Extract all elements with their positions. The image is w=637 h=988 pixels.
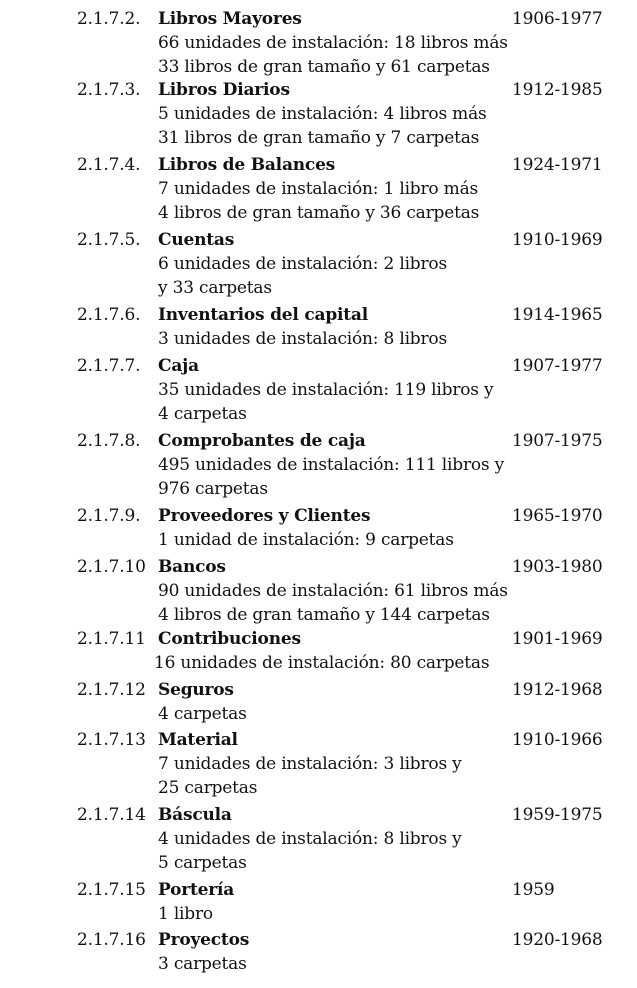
entry-number: 2.1.7.11: [77, 629, 146, 649]
entry-number: 2.1.7.12: [77, 680, 146, 700]
description-line: 976 carpetas: [158, 478, 268, 499]
entry-dates: 1906-1977: [512, 9, 603, 29]
entry-description: [158, 454, 504, 501]
entry-title: Inventarios del capital: [158, 305, 368, 325]
description-line: 3 carpetas: [158, 954, 247, 974]
description-line: y 33 carpetas: [158, 277, 272, 298]
entry-number: 2.1.7.16: [77, 930, 146, 950]
entry-dates: 1959: [512, 880, 555, 900]
entry-number: 2.1.7.7.: [77, 356, 141, 376]
description-line: 33 libros de gran tamaño y 61 carpetas: [158, 56, 490, 77]
entry-title: Comprobantes de caja: [158, 431, 366, 451]
description-line: 4 carpetas: [158, 403, 247, 424]
description-line: 4 unidades de instalación: 8 libros y: [158, 829, 462, 849]
entry-title: Cuentas: [158, 230, 235, 250]
description-line: 25 carpetas: [158, 777, 258, 798]
entry-number: 2.1.7.6.: [77, 305, 141, 325]
description-line: 5 unidades de instalación: 4 libros más: [158, 104, 487, 124]
entry-title: Libros Diarios: [158, 80, 290, 100]
description-line: 4 libros de gran tamaño y 36 carpetas: [158, 202, 480, 223]
entry-description: [158, 753, 462, 800]
entry-number: 2.1.7.9.: [77, 506, 141, 526]
description-line: 5 carpetas: [158, 852, 247, 873]
entry-dates: 1907-1975: [512, 431, 603, 451]
description-line: 90 unidades de instalación: 61 libros más: [158, 581, 508, 601]
entry-dates: 1959-1975: [512, 805, 603, 825]
entry-dates: 1907-1977: [512, 356, 603, 376]
entry-title: Proveedores y Clientes: [158, 506, 371, 526]
entry-title: Material: [158, 730, 238, 750]
entry-title: Proyectos: [158, 930, 250, 950]
description-line: 7 unidades de instalación: 3 libros y: [158, 754, 462, 774]
description-line: 7 unidades de instalación: 1 libro más: [158, 179, 479, 199]
entry-title: Caja: [158, 356, 199, 376]
entry-description: [158, 379, 493, 426]
entry-number: 2.1.7.13: [77, 730, 146, 750]
entry-description: [158, 32, 508, 79]
entry-description: [158, 703, 247, 727]
description-line: 1 unidad de instalación: 9 carpetas: [158, 530, 454, 550]
description-line: 16 unidades de instalación: 80 carpetas: [154, 653, 490, 673]
entry-title: Contribuciones: [158, 629, 301, 649]
entry-title: Seguros: [158, 680, 234, 700]
description-line: 6 unidades de instalación: 2 libros: [158, 254, 447, 274]
entry-dates: 1901-1969: [512, 629, 603, 649]
entry-description: [158, 529, 454, 553]
entry-number: 2.1.7.10: [77, 557, 146, 577]
entry-number: 2.1.7.8.: [77, 431, 141, 451]
entry-description: [158, 903, 213, 927]
entry-dates: 1912-1968: [512, 680, 603, 700]
entry-number: 2.1.7.14: [77, 805, 146, 825]
entry-title: Báscula: [158, 805, 232, 825]
entry-number: 2.1.7.3.: [77, 80, 141, 100]
description-line: 495 unidades de instalación: 111 libros y: [158, 455, 505, 475]
entry-description: [154, 652, 489, 676]
entry-number: 2.1.7.4.: [77, 155, 141, 175]
entry-title: Bancos: [158, 557, 226, 577]
entry-dates: 1912-1985: [512, 80, 603, 100]
entry-dates: 1914-1965: [512, 305, 603, 325]
entry-description: [158, 178, 479, 225]
entry-description: [158, 103, 487, 150]
description-line: 4 libros de gran tamaño y 144 carpetas: [158, 604, 490, 625]
entry-number: 2.1.7.5.: [77, 230, 141, 250]
entry-number: 2.1.7.2.: [77, 9, 141, 29]
entry-description: [158, 580, 508, 627]
entry-dates: 1920-1968: [512, 930, 603, 950]
entry-title: Libros Mayores: [158, 9, 302, 29]
entry-dates: 1924-1971: [512, 155, 603, 175]
entry-title: Libros de Balances: [158, 155, 336, 175]
entry-dates: 1965-1970: [512, 506, 603, 526]
description-line: 1 libro: [158, 904, 213, 924]
entry-dates: 1903-1980: [512, 557, 603, 577]
description-line: 4 carpetas: [158, 704, 247, 724]
description-line: 31 libros de gran tamaño y 7 carpetas: [158, 127, 480, 148]
description-line: 35 unidades de instalación: 119 libros y: [158, 380, 494, 400]
entry-description: [158, 328, 447, 352]
entry-description: [158, 253, 447, 300]
entry-description: [158, 828, 462, 875]
entry-number: 2.1.7.15: [77, 880, 146, 900]
entry-description: [158, 953, 247, 977]
entry-dates: 1910-1969: [512, 230, 603, 250]
description-line: 3 unidades de instalación: 8 libros: [158, 329, 447, 349]
entry-title: Portería: [158, 880, 235, 900]
entry-dates: 1910-1966: [512, 730, 603, 750]
description-line: 66 unidades de instalación: 18 libros más: [158, 33, 508, 53]
